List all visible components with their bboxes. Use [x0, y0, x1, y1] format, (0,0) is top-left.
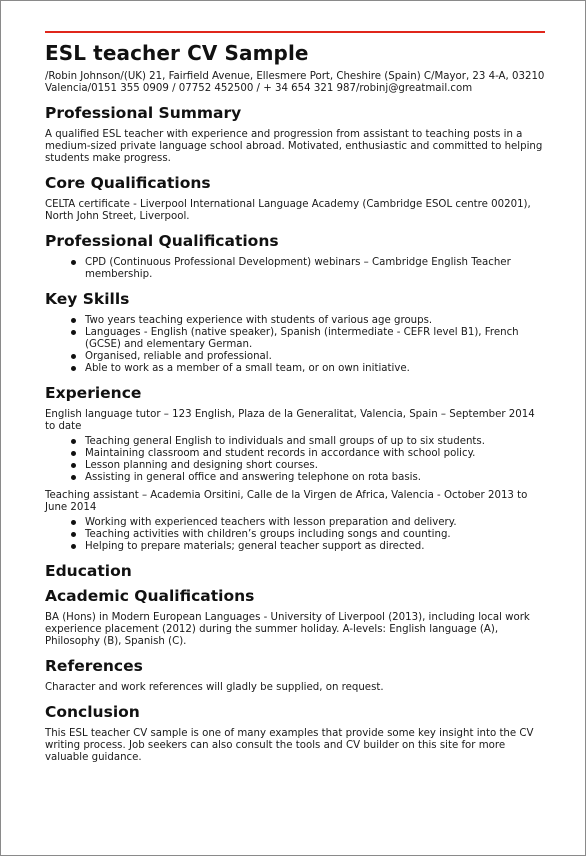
- heading-professional-summary: Professional Summary: [45, 104, 242, 122]
- list-item: Organised, reliable and professional.: [85, 351, 545, 363]
- list-item: Working with experienced teachers with lesson preparation and delivery.: [85, 517, 545, 529]
- job-title: Teaching assistant – Academia Orsitini, Calle de la Virgen de Africa, Valencia - October 2013 to June 2014: [45, 490, 528, 513]
- list-item: Maintaining classroom and student records in accordance with school policy.: [85, 448, 545, 460]
- list-item: Able to work as a member of a small team, or on own initiative.: [85, 363, 545, 375]
- academic-qualifications-text: BA (Hons) in Modern European Languages - University of Liverpool (2013), including local work experience placement (2012) during the summer holiday. A-levels: English language (A), Philosophy (B), Spanish (C).: [45, 612, 530, 647]
- list-item: Two years teaching experience with students of various age groups.: [85, 315, 545, 327]
- heading-core-qualifications: Core Qualifications: [45, 174, 211, 192]
- document-title: ESL teacher CV Sample: [45, 41, 309, 65]
- job-duties-list: [45, 436, 545, 484]
- references-text: Character and work references will gladly be supplied, on request.: [45, 682, 384, 693]
- list-item: Assisting in general office and answering telephone on rota basis.: [85, 472, 545, 484]
- heading-professional-qualifications: Professional Qualifications: [45, 232, 279, 250]
- professional-qualifications-list: [45, 257, 545, 281]
- heading-experience: Experience: [45, 384, 142, 402]
- list-item: Lesson planning and designing short courses.: [85, 460, 545, 472]
- heading-references: References: [45, 657, 143, 675]
- contact-details: /Robin Johnson/(UK) 21, Fairfield Avenue, Ellesmere Port, Cheshire (Spain) C/Mayor, 23 4-A, 03210 Valencia/0151 355 0909 / 07752 452500 / + 34 654 321 987/robinj@greatmail.com: [45, 71, 545, 94]
- list-item: CPD (Continuous Professional Development) webinars – Cambridge English Teacher membership.: [85, 257, 545, 281]
- heading-key-skills: Key Skills: [45, 290, 130, 308]
- job-title: English language tutor – 123 English, Plaza de la Generalitat, Valencia, Spain – September 2014 to date: [45, 409, 535, 432]
- list-item: Teaching general English to individuals and small groups of up to six students.: [85, 436, 545, 448]
- conclusion-text: This ESL teacher CV sample is one of many examples that provide some key insight into the CV writing process. Job seekers can also consult the tools and CV builder on this site for more valuable guidance.: [45, 728, 534, 763]
- list-item: Languages - English (native speaker), Spanish (intermediate - CEFR level B1), French (GCSE) and elementary German.: [85, 327, 545, 351]
- key-skills-list: [45, 315, 545, 375]
- heading-education: Education: [45, 562, 132, 580]
- core-qualifications-text: CELTA certificate - Liverpool International Language Academy (Cambridge ESOL centre 00201), North John Street, Liverpool.: [45, 199, 531, 222]
- heading-academic-qualifications: Academic Qualifications: [45, 587, 255, 605]
- job-duties-list: [45, 517, 545, 553]
- list-item: Helping to prepare materials; general teacher support as directed.: [85, 541, 545, 553]
- cv-content: [45, 23, 545, 767]
- professional-summary-text: A qualified ESL teacher with experience and progression from assistant to teaching posts in a medium-sized private language school abroad. Motivated, enthusiastic and committed to helping students make progress.: [45, 129, 543, 164]
- heading-conclusion: Conclusion: [45, 703, 140, 721]
- list-item: Teaching activities with children’s groups including songs and counting.: [85, 529, 545, 541]
